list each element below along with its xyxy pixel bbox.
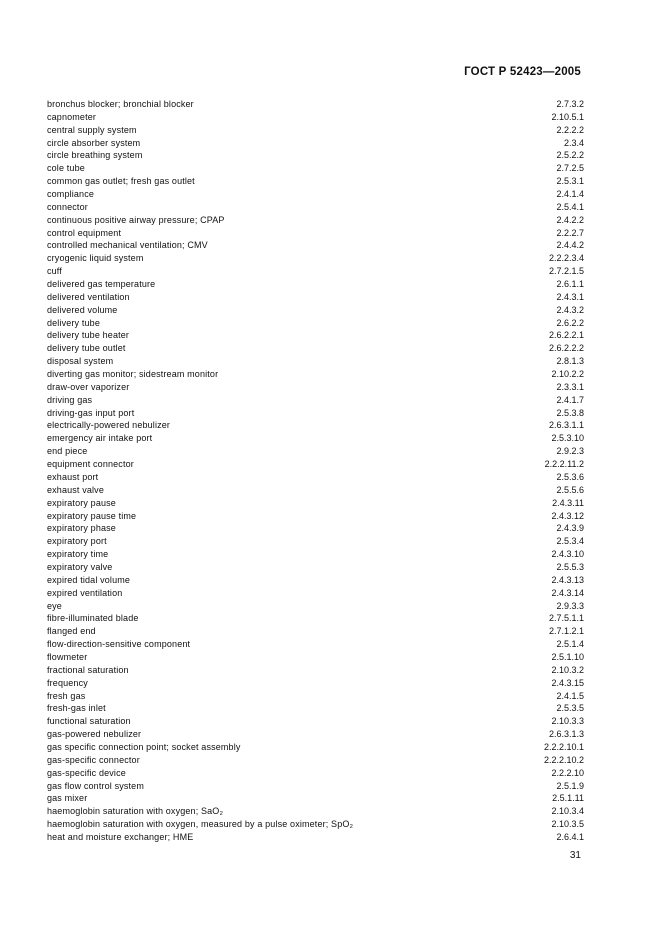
index-term: gas-powered nebulizer bbox=[47, 729, 142, 740]
index-reference: 2.6.3.1.1 bbox=[548, 420, 584, 431]
index-reference: 2.6.2.2 bbox=[556, 317, 584, 328]
index-entry bbox=[47, 175, 584, 188]
index-entry bbox=[47, 304, 584, 317]
index-term: emergency air intake port bbox=[47, 433, 153, 444]
index-reference: 2.8.1.3 bbox=[556, 356, 584, 367]
index-entry bbox=[47, 754, 584, 767]
index-reference: 2.7.2.5 bbox=[556, 163, 584, 174]
index-reference: 2.4.3.10 bbox=[551, 549, 584, 560]
index-entry bbox=[47, 690, 584, 703]
index-term: capnometer bbox=[47, 111, 97, 122]
index-entry bbox=[47, 574, 584, 587]
index-entry bbox=[47, 715, 584, 728]
index-term: end piece bbox=[47, 446, 88, 457]
index-reference: 2.5.3.1 bbox=[556, 176, 584, 187]
index-term: continuous positive airway pressure; CPAP bbox=[47, 214, 225, 225]
index-entry bbox=[47, 124, 584, 137]
index-term: expiratory time bbox=[47, 549, 109, 560]
index-reference: 2.5.1.11 bbox=[552, 793, 584, 804]
index-reference: 2.4.1.5 bbox=[556, 690, 584, 701]
index-term: expired tidal volume bbox=[47, 574, 131, 585]
index-entry bbox=[47, 471, 584, 484]
document-header: ГОСТ Р 52423—2005 bbox=[464, 66, 581, 78]
index-term: expiratory phase bbox=[47, 523, 116, 534]
index-term: haemoglobin saturation with oxygen; SaO₂ bbox=[47, 806, 224, 817]
index-term: eye bbox=[47, 600, 62, 611]
index-term: diverting gas monitor; sidestream monitor bbox=[47, 369, 219, 380]
index-reference: 2.4.3.13 bbox=[551, 574, 584, 585]
index-reference: 2.2.2.3.4 bbox=[548, 253, 584, 264]
index-reference: 2.5.3.8 bbox=[556, 407, 584, 418]
index-term: fractional saturation bbox=[47, 664, 129, 675]
index-reference: 2.2.2.10.1 bbox=[543, 741, 584, 752]
index-entry bbox=[47, 239, 584, 252]
index-term: expiratory port bbox=[47, 536, 107, 547]
index-reference: 2.9.3.3 bbox=[556, 600, 584, 611]
index-reference: 2.5.3.5 bbox=[556, 703, 584, 714]
index-term: fresh gas bbox=[47, 690, 86, 701]
index-term: exhaust port bbox=[47, 471, 99, 482]
index-entry bbox=[47, 651, 584, 664]
index-reference: 2.10.3.2 bbox=[551, 664, 584, 675]
index-reference: 2.10.3.4 bbox=[551, 806, 584, 817]
index-term: bronchus blocker; bronchial blocker bbox=[47, 99, 194, 109]
index-reference: 2.5.3.4 bbox=[556, 536, 584, 547]
index-reference: 2.2.2.2 bbox=[556, 124, 584, 135]
index-entry bbox=[47, 188, 584, 201]
index-entry bbox=[47, 587, 584, 600]
index-reference: 2.4.3.14 bbox=[551, 587, 584, 598]
index-reference: 2.5.3.6 bbox=[556, 471, 584, 482]
index-term: fibre-illuminated blade bbox=[47, 613, 139, 624]
index-entry bbox=[47, 432, 584, 445]
index-reference: 2.4.3.11 bbox=[552, 497, 584, 508]
index-entry bbox=[47, 149, 584, 162]
index-reference: 2.5.4.1 bbox=[556, 201, 584, 212]
index-entry bbox=[47, 805, 584, 818]
index-entry bbox=[47, 265, 584, 278]
index-reference: 2.7.5.1.1 bbox=[548, 613, 584, 624]
index-entry bbox=[47, 638, 584, 651]
index-term: fresh-gas inlet bbox=[47, 703, 106, 714]
index-entry bbox=[47, 445, 584, 458]
index-reference: 2.9.2.3 bbox=[556, 446, 584, 457]
index-term: disposal system bbox=[47, 356, 114, 367]
index-entry bbox=[47, 702, 584, 715]
index-reference: 2.5.3.10 bbox=[551, 433, 584, 444]
index-entry bbox=[47, 278, 584, 291]
index-entry bbox=[47, 227, 584, 240]
index-term: compliance bbox=[47, 189, 95, 200]
index-term: gas mixer bbox=[47, 793, 88, 804]
index-entry bbox=[47, 355, 584, 368]
index-entry bbox=[47, 497, 584, 510]
index-reference: 2.2.2.10.2 bbox=[543, 754, 584, 765]
index-term: gas-specific device bbox=[47, 767, 126, 778]
index-entry bbox=[47, 535, 584, 548]
index-reference: 2.4.4.2 bbox=[556, 240, 584, 251]
index-term: haemoglobin saturation with oxygen, measured by a pulse oximeter; SpO₂ bbox=[47, 819, 354, 830]
index-term: expired ventilation bbox=[47, 587, 123, 598]
index-reference: 2.3.3.1 bbox=[556, 381, 584, 392]
index-reference: 2.4.2.2 bbox=[556, 214, 584, 225]
index-reference: 2.4.3.2 bbox=[556, 304, 584, 315]
index-term: cryogenic liquid system bbox=[47, 253, 144, 264]
index-entry bbox=[47, 407, 584, 420]
index-term: gas flow control system bbox=[47, 780, 144, 791]
index-reference: 2.10.2.2 bbox=[551, 369, 584, 380]
index-term: draw-over vaporizer bbox=[47, 381, 130, 392]
index-term: expiratory pause time bbox=[47, 510, 137, 521]
index-reference: 2.4.3.9 bbox=[556, 523, 584, 534]
index-term: common gas outlet; fresh gas outlet bbox=[47, 176, 195, 187]
index-term: delivered volume bbox=[47, 304, 118, 315]
index-reference: 2.6.2.2.1 bbox=[548, 330, 584, 341]
index-term: cole tube bbox=[47, 163, 85, 174]
index-entry bbox=[47, 458, 584, 471]
index-term: circle breathing system bbox=[47, 150, 143, 161]
index-reference: 2.10.5.1 bbox=[551, 111, 584, 122]
index-reference: 2.7.3.2 bbox=[556, 99, 584, 109]
index-term: flanged end bbox=[47, 626, 96, 637]
index-reference: 2.10.3.5 bbox=[551, 819, 584, 830]
index-term: delivery tube bbox=[47, 317, 100, 328]
index-entry bbox=[47, 252, 584, 265]
index-reference: 2.7.1.2.1 bbox=[548, 626, 584, 637]
index-term: delivery tube outlet bbox=[47, 343, 126, 354]
index-reference: 2.6.3.1.3 bbox=[548, 729, 584, 740]
term-index bbox=[47, 98, 584, 844]
index-entry bbox=[47, 780, 584, 793]
index-term: controlled mechanical ventilation; CMV bbox=[47, 240, 208, 251]
index-entry bbox=[47, 664, 584, 677]
index-entry bbox=[47, 612, 584, 625]
index-term: frequency bbox=[47, 677, 88, 688]
index-term: control equipment bbox=[47, 227, 122, 238]
index-reference: 2.4.1.7 bbox=[556, 394, 584, 405]
index-term: heat and moisture exchanger; HME bbox=[47, 831, 194, 842]
index-term: exhaust valve bbox=[47, 484, 104, 495]
index-entry bbox=[47, 548, 584, 561]
index-reference: 2.5.5.3 bbox=[556, 561, 584, 572]
index-term: delivered gas temperature bbox=[47, 279, 156, 290]
index-entry bbox=[47, 162, 584, 175]
index-term: equipment connector bbox=[47, 459, 134, 470]
index-reference: 2.10.3.3 bbox=[551, 716, 584, 727]
index-entry bbox=[47, 522, 584, 535]
index-term: functional saturation bbox=[47, 716, 131, 727]
index-entry bbox=[47, 137, 584, 150]
index-term: delivery tube heater bbox=[47, 330, 130, 341]
index-entry bbox=[47, 561, 584, 574]
index-entry bbox=[47, 741, 584, 754]
index-reference: 2.2.2.7 bbox=[556, 227, 584, 238]
index-reference: 2.4.3.15 bbox=[551, 677, 584, 688]
page-number: 31 bbox=[569, 850, 581, 861]
index-term: gas-specific connector bbox=[47, 754, 140, 765]
index-reference: 2.4.3.1 bbox=[556, 291, 584, 302]
index-reference: 2.5.1.9 bbox=[556, 780, 584, 791]
index-entry bbox=[47, 419, 584, 432]
index-term: connector bbox=[47, 201, 88, 212]
index-entry bbox=[47, 767, 584, 780]
index-reference: 2.5.5.6 bbox=[556, 484, 584, 495]
index-entry bbox=[47, 394, 584, 407]
index-entry bbox=[47, 484, 584, 497]
index-term: electrically-powered nebulizer bbox=[47, 420, 171, 431]
index-reference: 2.7.2.1.5 bbox=[548, 266, 584, 277]
index-entry bbox=[47, 625, 584, 638]
index-entry bbox=[47, 291, 584, 304]
index-reference: 2.6.1.1 bbox=[556, 279, 584, 290]
index-entry bbox=[47, 818, 584, 831]
index-reference: 2.2.2.11.2 bbox=[544, 459, 584, 470]
index-entry bbox=[47, 329, 584, 342]
index-term: flowmeter bbox=[47, 651, 88, 662]
index-term: cuff bbox=[47, 266, 62, 277]
index-entry bbox=[47, 342, 584, 355]
index-entry bbox=[47, 111, 584, 124]
index-term: expiratory valve bbox=[47, 561, 113, 572]
index-reference: 2.6.2.2.2 bbox=[548, 343, 584, 354]
index-reference: 2.2.2.10 bbox=[551, 767, 584, 778]
index-term: gas specific connection point; socket assembly bbox=[47, 741, 241, 752]
index-term: delivered ventilation bbox=[47, 291, 130, 302]
index-entry bbox=[47, 201, 584, 214]
index-reference: 2.6.4.1 bbox=[556, 831, 584, 842]
index-entry bbox=[47, 677, 584, 690]
index-term: circle absorber system bbox=[47, 137, 141, 148]
index-entry bbox=[47, 728, 584, 741]
index-entry bbox=[47, 98, 584, 111]
index-entry bbox=[47, 368, 584, 381]
index-reference: 2.3.4 bbox=[563, 137, 584, 148]
index-reference: 2.5.1.4 bbox=[556, 639, 584, 650]
index-entry bbox=[47, 381, 584, 394]
index-reference: 2.5.2.2 bbox=[556, 150, 584, 161]
index-entry bbox=[47, 600, 584, 613]
index-term: flow-direction-sensitive component bbox=[47, 639, 191, 650]
index-reference: 2.4.3.12 bbox=[551, 510, 584, 521]
index-term: driving-gas input port bbox=[47, 407, 135, 418]
index-reference: 2.5.1.10 bbox=[551, 651, 584, 662]
index-entry bbox=[47, 317, 584, 330]
index-term: central supply system bbox=[47, 124, 137, 135]
index-term: driving gas bbox=[47, 394, 93, 405]
index-entry bbox=[47, 792, 584, 805]
index-entry bbox=[47, 510, 584, 523]
index-reference: 2.4.1.4 bbox=[556, 189, 584, 200]
index-entry bbox=[47, 831, 584, 844]
index-term: expiratory pause bbox=[47, 497, 116, 508]
index-entry bbox=[47, 214, 584, 227]
